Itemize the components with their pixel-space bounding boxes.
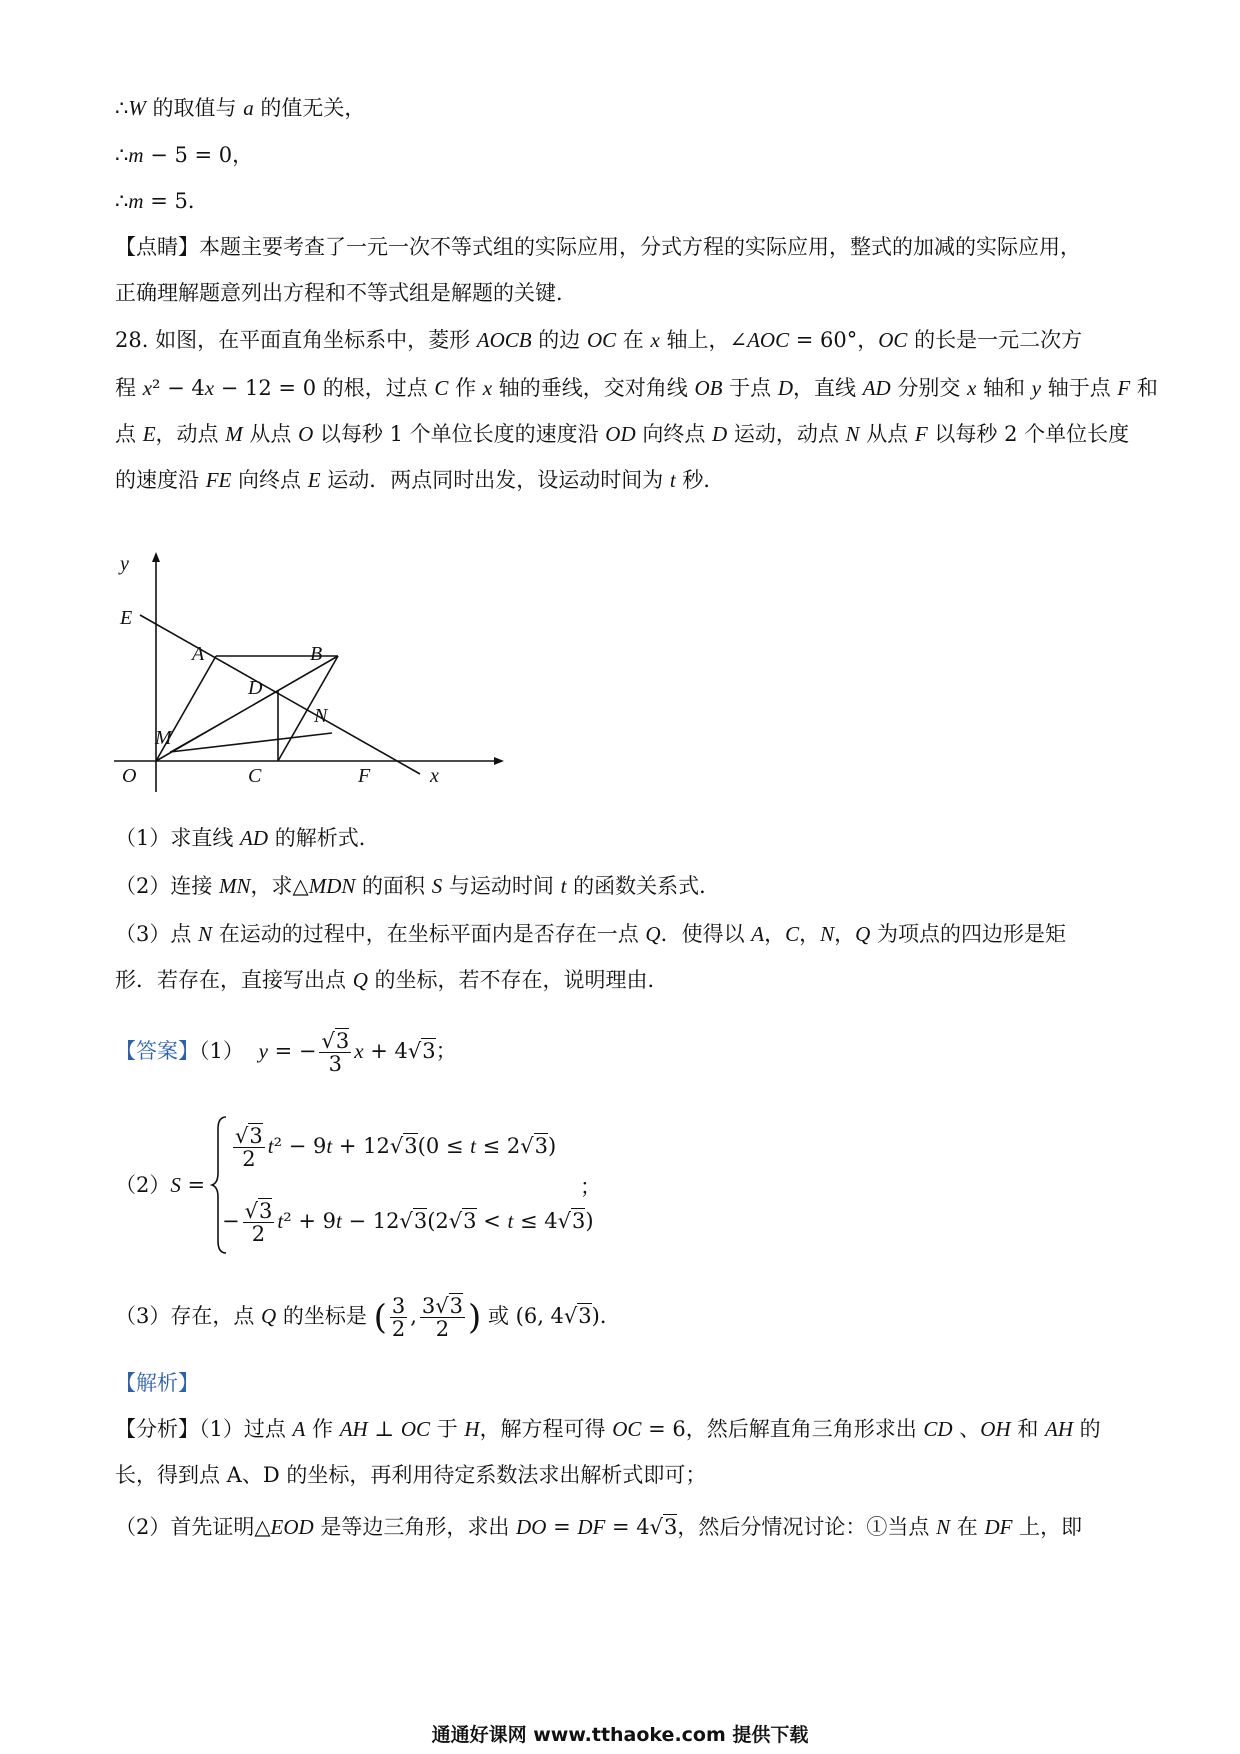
label-N: N	[314, 705, 328, 727]
answer-3: （3）存在，点 Q 的坐标是 ( $\frac{3}{2}$ , $\frac{3√3}{2}$ ) 或 (6, 4√3)．	[115, 1294, 621, 1342]
question-3-line-2: 形．若存在，直接写出点 Q 的坐标，若不存在，说明理由．	[115, 968, 669, 992]
label-F: F	[358, 765, 371, 787]
analysis-tag: 【分析】	[115, 1417, 199, 1441]
problem-28-line-2: 程 x² − 4x − 12 = 0 的根，过点 C 作 x 轴的垂线，交对角线 OB 于点 D，直线 AD 分别交 x 轴和 y 轴于点 F 和	[115, 376, 1158, 400]
dianjing-line-2: 正确理解题意列出方程和不等式组是解题的关键．	[115, 281, 577, 305]
question-1: （1）求直线 AD 的解析式．	[115, 826, 380, 850]
footer-text: 通通好课网 www.tthaoke.com 提供下载	[431, 1724, 809, 1746]
label-y: y	[120, 553, 129, 575]
analysis-line-2: 长，得到点 A、D 的坐标，再利用待定系数法求出解析式即可；	[115, 1463, 707, 1487]
answer-2-row-2: − $\frac{√3}{2}$ t² + 9t − 12√3(2√3 < t ≤ 4√3)	[222, 1199, 594, 1247]
analysis-line-1: 【分析】（1）过点 A 作 AH ⊥ OC 于 H，解方程可得 OC = 6，然后解直角三角形求出 CD 、OH 和 AH 的	[115, 1417, 1101, 1441]
label-x: x	[430, 765, 439, 787]
label-O: O	[122, 765, 137, 787]
label-C: C	[248, 765, 262, 787]
answer-2-row-1: $\frac{√3}{2}$ t² − 9t + 12√3(0 ≤ t ≤ 2√3)	[235, 1124, 557, 1172]
problem-28-line-4: 的速度沿 FE 向终点 E 运动．两点同时出发，设运动时间为 t 秒．	[115, 468, 725, 492]
dianjing-tag: 【点睛】	[115, 235, 199, 259]
label-D: D	[248, 677, 263, 699]
label-E: E	[120, 607, 133, 629]
answer-2-semicolon: ；	[580, 1175, 601, 1199]
answer-tag: 【答案】	[115, 1039, 199, 1064]
analysis-line-3: （2）首先证明△EOD 是等边三角形，求出 DO = DF = 4√3，然后分情况讨论：①当点 N 在 DF 上，即	[115, 1515, 1083, 1539]
jiexi-heading: 【解析】	[115, 1371, 199, 1395]
segment-BC	[278, 656, 338, 761]
answer-1: 【答案】（1） y = − $\frac{√3}{3}$ x + 4√3；	[115, 1029, 457, 1077]
label-B: B	[310, 643, 323, 665]
question-2: （2）连接 MN，求△MDN 的面积 S 与运动时间 t 的函数关系式．	[115, 874, 721, 898]
dianjing-text: 本题主要考查了一元一次不等式组的实际应用，分式方程的实际应用，整式的加减的实际应用，	[199, 235, 1081, 259]
label-A: A	[192, 643, 205, 665]
problem-28-line-3: 点 E，动点 M 从点 O 以每秒 1 个单位长度的速度沿 OD 向终点 D 运动，动点 N 从点 F 以每秒 2 个单位长度	[115, 422, 1130, 446]
question-3-line-1: （3）点 N 在运动的过程中，在坐标平面内是否存在一点 Q．使得以 A，C，N，Q 为项点的四边形是矩	[115, 922, 1066, 946]
y-axis-arrow	[152, 552, 160, 562]
x-axis-arrow	[494, 757, 504, 765]
answer-2-prefix: （2）S =	[115, 1173, 206, 1197]
segment-MN	[170, 733, 332, 752]
label-M: M	[155, 727, 172, 749]
segment-MD	[170, 691, 278, 752]
geometry-figure	[100, 552, 520, 802]
dianjing-line-1	[115, 232, 1135, 262]
text-line-3: ∴m = 5．	[115, 189, 209, 213]
answer-1-prefix: （1）	[199, 1039, 244, 1064]
text-line-2: ∴m − 5 = 0，	[115, 143, 254, 167]
problem-28-line-1: 28. 如图，在平面直角坐标系中，菱形 AOCB 的边 OC 在 x 轴上，∠AOC = 60°，OC 的长是一元二次方	[115, 328, 1083, 352]
text-line-1: ∴W 的取值与 a 的值无关，	[115, 96, 366, 120]
